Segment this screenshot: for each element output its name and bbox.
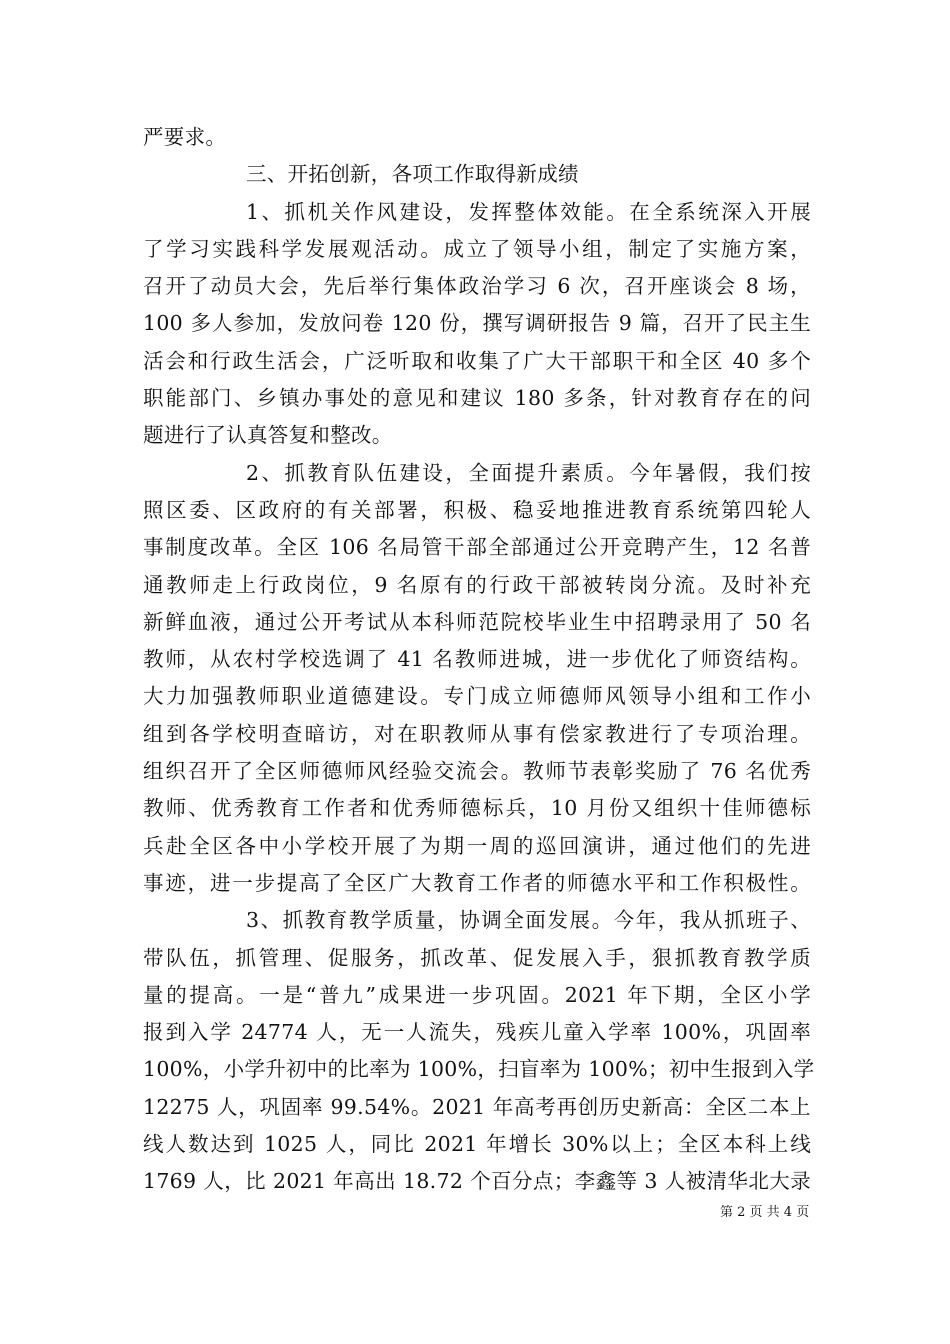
- text-line: 新鲜血液，通过公开考试从本科师范院校毕业生中招聘录用了 50 名: [143, 609, 811, 634]
- text-line: 事制度改革。全区 106 名局管干部全部通过公开竞聘产生，12 名普: [143, 535, 811, 560]
- text-line: 带队伍，抓管理、促服务，抓改革、促发展入手，狠抓教育教学质: [143, 945, 811, 970]
- text-line: 教师、优秀教育工作者和优秀师德标兵，10 月份又组织十佳师德标: [143, 796, 811, 821]
- section-heading: 三、开拓创新，各项工作取得新成绩: [246, 162, 579, 187]
- text-line: 活会和行政生活会，广泛听取和收集了广大干部职干和全区 40 多个: [143, 348, 811, 373]
- text-line: 100%，小学升初中的比率为 100%，扫盲率为 100%；初中生报到入学: [143, 1057, 815, 1082]
- text-line: 1769 人，比 2021 年高出 18.72 个百分点；李鑫等 3 人被清华北大录: [143, 1169, 811, 1194]
- paragraph-first-line: 1、抓机关作风建设，发挥整体效能。在全系统深入开展: [246, 199, 811, 224]
- text-line: 题进行了认真答复和整改。: [143, 423, 393, 448]
- text-line: 召开了动员大会，先后举行集体政治学习 6 次，召开座谈会 8 场，: [143, 274, 811, 299]
- paragraph-first-line: 3、抓教育教学质量，协调全面发展。今年，我从抓班子、: [246, 908, 811, 933]
- text-line: 职能部门、乡镇办事处的意见和建议 180 多条，针对教育存在的问: [143, 386, 811, 411]
- page-number-footer: 第 2 页 共 4 页: [720, 1205, 810, 1220]
- text-line: 100 多人参加，发放问卷 120 份，撰写调研报告 9 篇，召开了民主生: [143, 311, 811, 336]
- text-line: 组织召开了全区师德师风经验交流会。教师节表彰奖励了 76 名优秀: [143, 759, 811, 784]
- text-line: 线人数达到 1025 人，同比 2021 年增长 30%以上；全区本科上线: [143, 1132, 811, 1157]
- text-line: 组到各学校明查暗访，对在职教师从事有偿家教进行了专项治理。: [143, 721, 811, 746]
- text-line: 教师，从农村学校选调了 41 名教师进城，进一步优化了师资结构。: [143, 647, 811, 672]
- text-line: 通教师走上行政岗位，9 名原有的行政干部被转岗分流。及时补充: [143, 572, 811, 597]
- text-line: 了学习实践科学发展观活动。成立了领导小组，制定了实施方案，: [143, 236, 811, 261]
- text-line: 报到入学 24774 人，无一人流失，残疾儿童入学率 100%，巩固率: [143, 1020, 811, 1045]
- document-body: [143, 119, 815, 1201]
- text-line: 12275 人，巩固率 99.54%。2021 年高考再创历史新高：全区二本上: [143, 1094, 811, 1119]
- text-line: 照区委、区政府的有关部署，积极、稳妥地推进教育系统第四轮人: [143, 497, 811, 522]
- text-line: 事迹，进一步提高了全区广大教育工作者的师德水平和工作积极性。: [143, 870, 811, 895]
- paragraph-first-line: 2、抓教育队伍建设，全面提升素质。今年暑假，我们按: [246, 460, 811, 485]
- text-line: 兵赴全区各中小学校开展了为期一周的巡回演讲，通过他们的先进: [143, 833, 811, 858]
- text-line: 量的提高。一是“普九”成果进一步巩固。2021 年下期，全区小学: [143, 982, 811, 1007]
- text-line: 严要求。: [143, 125, 227, 149]
- text-line: 大力加强教师职业道德建设。专门成立师德师风领导小组和工作小: [143, 684, 811, 709]
